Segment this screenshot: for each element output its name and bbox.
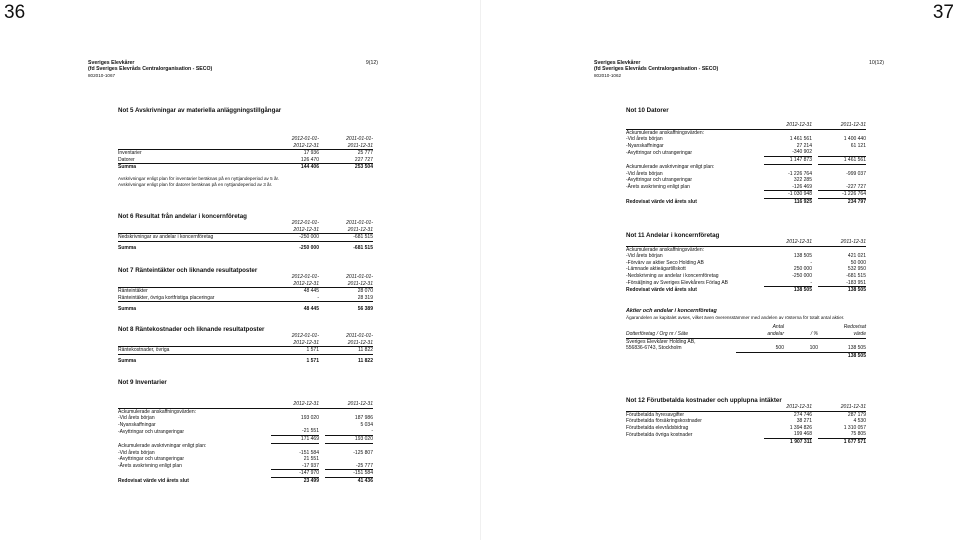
row-value: -250 000: [271, 234, 319, 242]
book-value: 41 436: [357, 478, 373, 485]
table-row: [626, 253, 866, 260]
note-10: [626, 107, 866, 206]
subtotal-value: -147 970: [271, 470, 319, 478]
row-label: -Nedskrivning av andelar i koncernföretag: [626, 272, 719, 279]
sum-value: 56 389: [357, 305, 373, 312]
sum-value: 253 504: [354, 164, 373, 171]
company-antal: 500: [736, 345, 784, 352]
col-header: 2012-12-31: [271, 281, 319, 288]
table-row: [118, 428, 373, 435]
table-row: [626, 136, 866, 143]
row-value: 5 034: [360, 421, 373, 428]
row-label: -Nyanskaffningar: [118, 421, 156, 428]
row-label: -Avyttringar och utrangeringar: [118, 428, 185, 435]
row-label: Förutbetalda hyresavgifter: [626, 411, 685, 418]
row-label: -Avyttringar och utrangeringar: [626, 177, 693, 184]
subtotal-value: 1 461 561: [818, 156, 866, 164]
row-value: -250 000: [792, 272, 812, 279]
book-value: 23 499: [303, 478, 319, 485]
col-header: 2011-12-31: [325, 143, 373, 150]
note-12-title: Not 12 Förutbetalda kostnader och upplupna intäkter: [626, 397, 782, 404]
col-header-andelar: andelar: [736, 331, 784, 338]
row-value: 28 319: [325, 295, 373, 302]
row-value: 138 505: [793, 253, 812, 260]
subtotal-value: 171 469: [271, 435, 319, 443]
book-value: 116 925: [794, 199, 812, 206]
page-number-left: 36: [4, 2, 26, 23]
col-header: 2012-12-31: [271, 143, 319, 150]
note-12: [626, 397, 866, 446]
row-value: -227 727: [818, 184, 866, 191]
row-value: -183 951: [818, 280, 866, 287]
note-6: [118, 213, 373, 252]
col-header: 2012-12-31: [271, 227, 319, 234]
sum-value: 1 907 311: [790, 438, 812, 445]
row-value: 1 310 057: [843, 424, 866, 431]
note-7-title: Not 7 Ränteintäkter och liknande resultatposter: [118, 267, 258, 274]
acq-title: Ackumulerade anskaffningsvärden:: [626, 129, 705, 136]
table-row: [118, 150, 373, 157]
col-header: 2011-01-01-: [346, 136, 373, 142]
row-value: 126 470: [271, 157, 319, 164]
row-label: -Lämnade aktieägartillskott: [626, 266, 686, 273]
row-value: 193 020: [300, 415, 319, 422]
col-header: 2011-12-31: [325, 340, 373, 347]
subtotal-value: -151 584: [325, 470, 373, 478]
note-10-title: Not 10 Datorer: [626, 107, 669, 114]
note-6-title: Not 6 Resultat från andelar i koncernföretag: [118, 213, 247, 220]
table-row: [626, 149, 866, 156]
subtotal-row: [626, 156, 866, 164]
table-row: [626, 273, 866, 280]
note-10-table: [626, 122, 866, 206]
note-8-table: [118, 333, 373, 365]
note-9-table: [118, 401, 373, 485]
row-value: -340 902: [764, 149, 812, 156]
table-row: [118, 422, 373, 429]
note-5: [118, 107, 373, 187]
row-value: 50 000: [850, 259, 866, 266]
table-row: [118, 347, 373, 355]
row-value: -: [764, 280, 812, 287]
note-5-text: Avskrivningar enligt plan för inventarier beräknas på en nyttjandeperiod av 5 år. Avskrivningar enligt plan för datorer beräknas på en nyttjandeperiod av 3 år.: [118, 175, 280, 187]
subsidiary-title: Aktier och andelar i koncernföretag: [626, 307, 717, 314]
col-header: 2012-12-31: [271, 340, 319, 347]
table-row: [626, 177, 866, 184]
sum-row: [118, 358, 373, 365]
col-header-redovisat: Redovisat: [843, 324, 866, 331]
note-11-table: [626, 239, 866, 294]
org-subtitle: (fd Sveriges Elevråds Centralorganisation - SECO): [88, 66, 213, 73]
dep-title: Ackumulerade avskrivningar enligt plan:: [118, 443, 207, 450]
table-row: [626, 338, 866, 345]
book-value-row: [626, 287, 866, 294]
row-value: -1 226 764: [788, 170, 812, 177]
row-value: [818, 177, 866, 184]
subtotal-row: [118, 470, 373, 478]
row-value: 61 121: [850, 142, 866, 149]
row-label: -Vid årets början: [626, 136, 663, 143]
row-label: -Vid årets början: [118, 449, 155, 456]
row-value: 532 950: [847, 266, 866, 273]
subtotal-row: [118, 435, 373, 443]
sum-row: [118, 306, 373, 313]
sum-value: 1 677 571: [843, 438, 866, 445]
table-row: [626, 143, 866, 150]
book-value-label: Redovisat värde vid årets slut: [626, 198, 697, 205]
row-value: 287 179: [847, 411, 866, 418]
company-value: 138 505: [818, 345, 866, 352]
subtotal-value: -1 030 948: [764, 191, 812, 199]
row-value: 322 285: [793, 177, 812, 184]
page-of: 10(12): [869, 60, 884, 66]
table-row: [626, 345, 866, 352]
row-value: -17 937: [271, 463, 319, 470]
row-value: 4 530: [853, 418, 866, 425]
row-value: [818, 149, 866, 156]
note-5-title: Not 5 Avskrivningar av materiella anläggningstillgångar: [118, 107, 282, 114]
row-value: 11 822: [325, 347, 373, 355]
row-value: 48 445: [303, 288, 319, 295]
note-12-table: [626, 404, 866, 446]
row-value: 25 777: [357, 150, 373, 157]
table-row: [118, 157, 373, 164]
row-value: -: [810, 259, 812, 266]
sum-row: [118, 245, 373, 252]
row-value: -125 807: [353, 449, 373, 456]
note-8: [118, 326, 373, 365]
row-value: -126 469: [764, 184, 812, 191]
row-label: Förutbetalda försäkringskostnader: [626, 418, 702, 425]
book-value-label: Redovisat värde vid årets slut: [626, 286, 697, 293]
row-value: 1 571: [271, 347, 319, 355]
right-page: [594, 0, 884, 540]
dep-title: Ackumulerade avskrivningar enligt plan:: [626, 164, 715, 171]
sum-row: [118, 164, 373, 171]
sum-label: Summa: [118, 305, 137, 312]
col-header: 2012-01-01-: [291, 136, 319, 142]
acq-title: Ackumulerade anskaffningsvärden:: [626, 246, 705, 253]
subtotal-row: [626, 191, 866, 199]
table-row: [626, 184, 866, 191]
col-header: 2011-12-31: [325, 281, 373, 288]
company-pct: 100: [784, 345, 818, 352]
table-row: [118, 234, 373, 242]
row-value: -: [271, 295, 319, 302]
table-row: [118, 463, 373, 470]
col-header-varde: värde: [818, 331, 866, 338]
sum-label: Summa: [118, 358, 137, 365]
row-value: 1 394 826: [789, 424, 812, 431]
col-header-company: Dotterföretag / Org nr / Säte: [626, 331, 736, 338]
note-7: [118, 267, 373, 312]
page-of: 9(12): [365, 60, 378, 66]
book-value: 138 505: [847, 287, 866, 294]
acq-title: Ackumulerade anskaffningsvärden:: [118, 408, 197, 415]
company-name: Sveriges Elevkårer Holding AB,: [626, 338, 696, 345]
row-value: [271, 422, 319, 429]
subtotal-value: 1 147 873: [764, 156, 812, 164]
left-page-header: [88, 60, 378, 79]
row-value: 421 021: [847, 253, 866, 260]
note-6-table: [118, 220, 373, 252]
row-label: Ränteintäkter: [118, 288, 148, 295]
note-8-title: Not 8 Räntekostnader och liknande resultatposter: [118, 326, 265, 333]
table-row: [626, 431, 866, 438]
col-header: 2012-12-31: [764, 404, 812, 411]
table-row: [118, 456, 373, 463]
row-label: -Försäljning av Sveriges Elevkårers Förlag AB: [626, 279, 728, 286]
row-label: Räntekostnader, övriga: [118, 347, 271, 355]
col-header-antal: Antal: [772, 324, 784, 331]
row-label: -Vid årets början: [626, 170, 663, 177]
subsidiary-total-row: [626, 352, 866, 359]
org-number: 802010-1067: [88, 72, 116, 78]
row-value: [325, 456, 373, 463]
table-row: [118, 288, 373, 295]
row-value: 1 461 561: [789, 136, 812, 143]
row-value: -: [325, 428, 373, 435]
org-name: Sveriges Elevkårer: [88, 60, 135, 66]
row-value: 199 468: [764, 431, 812, 438]
row-value: -999 037: [846, 170, 866, 177]
col-header: 2011-01-01-: [346, 333, 373, 339]
sum-value: 11 822: [357, 358, 373, 365]
table-row: [626, 418, 866, 425]
row-value: 1 400 440: [843, 136, 866, 143]
sum-label: Summa: [118, 164, 137, 171]
org-subtitle: (fd Sveriges Elevråds Centralorganisation - SECO): [594, 66, 719, 73]
subtotal-value: -1 226 764: [818, 191, 866, 199]
row-label: -Nyanskaffningar: [626, 142, 664, 149]
note-11-title: Not 11 Andelar i koncernföretag: [626, 232, 720, 239]
book-value-label: Redovisat värde vid årets slut: [118, 477, 189, 484]
row-value: 21 551: [303, 456, 319, 463]
table-row: [626, 425, 866, 432]
row-label: Nedskrivningar av andelar i koncernföretag: [118, 234, 271, 242]
page-number-right: 37: [932, 2, 954, 23]
table-row: [626, 411, 866, 418]
row-value: 75 805: [818, 431, 866, 438]
row-label: -Årets avskrivning enligt plan: [626, 184, 690, 191]
row-value: 17 936: [303, 150, 319, 157]
subsidiary-text: Ägarandelen av kapitalet avses, vilket även överensstämmer med andelen av rösterna för totalt antal aktier.: [626, 314, 845, 320]
col-header: 2012-01-01-: [291, 220, 319, 226]
row-label: Inventarier: [118, 150, 142, 157]
row-value: 27 214: [796, 142, 812, 149]
book-value-row: [626, 199, 866, 206]
row-value: 227 727: [325, 157, 373, 164]
subsidiary-table: [626, 324, 866, 359]
col-header: 2012-01-01-: [291, 333, 319, 339]
col-header: 2011-12-31: [325, 401, 373, 408]
row-value: 38 271: [796, 418, 812, 425]
book-value: 138 505: [793, 287, 812, 294]
col-header: 2011-12-31: [818, 122, 866, 129]
sum-value: 1 571: [306, 358, 319, 365]
row-label: -Vid årets början: [118, 415, 155, 422]
right-page-header: [594, 60, 884, 79]
row-label: Ränteintäkter, övriga kortfristiga placeringar: [118, 295, 271, 302]
sum-row: [626, 438, 866, 445]
row-value: -151 584: [299, 449, 319, 456]
note-11: [626, 232, 866, 359]
table-row: [118, 450, 373, 457]
table-row: [118, 415, 373, 422]
col-header: 2012-01-01-: [291, 274, 319, 280]
company-total: 138 505: [847, 352, 866, 359]
col-header: 2011-12-31: [325, 227, 373, 234]
row-value: 274 746: [793, 411, 812, 418]
note-7-table: [118, 274, 373, 312]
book-value-row: [118, 478, 373, 485]
row-label: -Avyttringar och utrangeringar: [118, 456, 185, 463]
row-value: -681 515: [325, 234, 373, 242]
col-header: 2011-01-01-: [346, 274, 373, 280]
row-label: -Förvärv av aktier Seco Holding AB: [626, 259, 704, 266]
row-value: -681 515: [846, 272, 866, 279]
left-page: [88, 0, 378, 540]
col-header: 2012-12-31: [764, 122, 812, 129]
table-row: [118, 295, 373, 302]
sum-value: 48 445: [303, 305, 319, 312]
row-label: Förutbetalda övriga kostnader: [626, 431, 693, 438]
col-header: 2011-12-31: [818, 239, 866, 246]
row-value: -25 777: [325, 463, 373, 470]
note-5-table: [118, 136, 373, 171]
col-header: 2012-12-31: [764, 239, 812, 246]
org-name: Sveriges Elevkårer: [594, 60, 641, 66]
row-value: 187 986: [354, 415, 373, 422]
org-number: 802010-1062: [594, 72, 622, 78]
row-label: Datorer: [118, 157, 271, 164]
col-header-pct: / %: [784, 331, 818, 338]
table-row: [626, 171, 866, 178]
row-value: -21 551: [271, 428, 319, 435]
sum-value: -250 000: [299, 245, 319, 252]
table-row: [626, 280, 866, 287]
subtotal-value: 193 020: [325, 435, 373, 443]
row-label: Förutbetalda elevrådsbidrag: [626, 424, 689, 431]
row-label: -Vid årets början: [626, 253, 663, 260]
row-label: -Årets avskrivning enligt plan: [118, 463, 182, 470]
sum-value: -681 515: [353, 245, 373, 252]
table-row: [626, 266, 866, 273]
table-row: [626, 260, 866, 267]
col-header: 2012-12-31: [271, 401, 319, 408]
book-value: 234 797: [847, 199, 866, 206]
sum-label: Summa: [118, 245, 137, 252]
note-9-title: Not 9 Inventarier: [118, 379, 167, 386]
page-divider: [480, 0, 481, 540]
sum-value: 144 406: [300, 164, 319, 171]
row-label: -Avyttringar och utrangeringar: [626, 149, 693, 156]
row-value: 250 000: [793, 266, 812, 273]
company-id: 556836-6743, Stockholm: [626, 345, 682, 352]
col-header: 2011-12-31: [818, 404, 866, 411]
col-header: 2011-01-01-: [346, 220, 373, 226]
note-9: [118, 379, 373, 485]
row-value: 28 070: [357, 288, 373, 295]
